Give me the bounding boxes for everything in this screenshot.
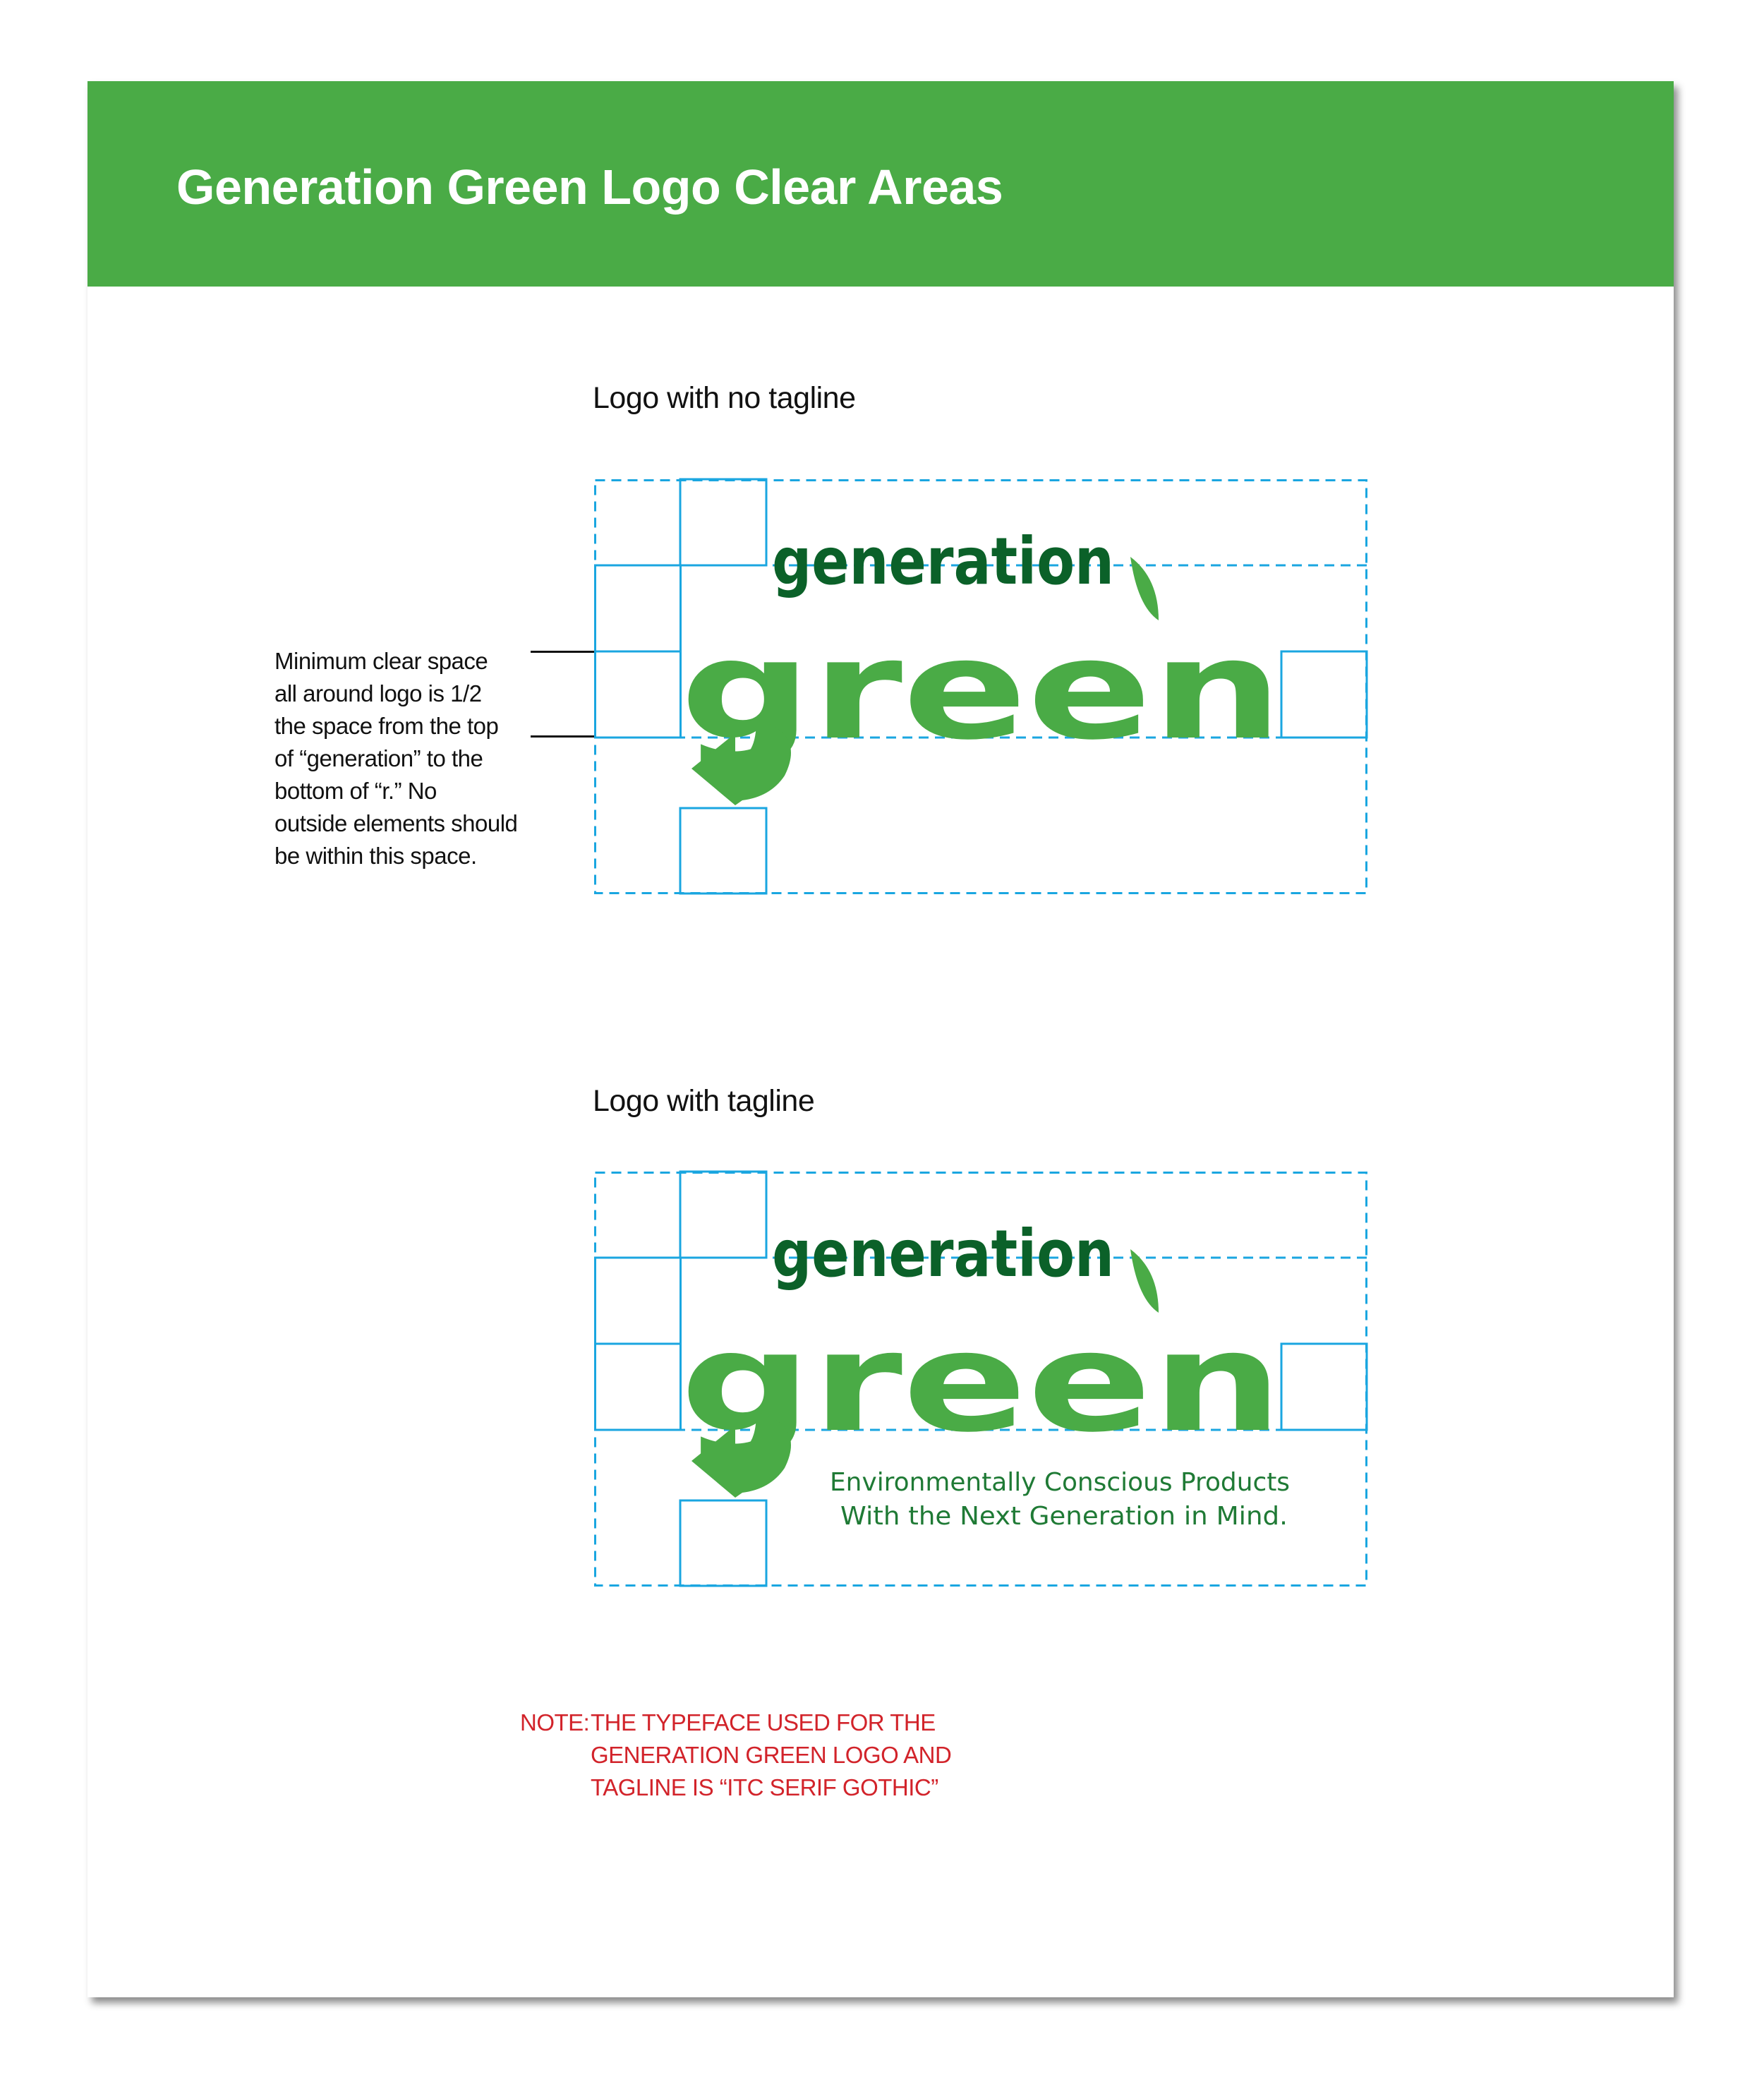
generation-green-logo	[680, 1216, 1290, 1531]
note-label: NOTE:	[520, 1709, 590, 1735]
logo-word-generation: generation	[772, 524, 1114, 599]
logo-clear-area-with-tagline	[594, 1172, 1367, 1587]
note-line: THE TYPEFACE USED FOR THE	[591, 1709, 936, 1735]
annotation-line: Minimum clear space	[274, 648, 488, 674]
annotation-line: outside elements should	[274, 810, 518, 836]
leader-line-top	[531, 651, 594, 653]
page-title: Generation Green Logo Clear Areas	[176, 160, 1003, 215]
logo-clear-area-no-tagline	[594, 479, 1367, 894]
leader-line-bottom	[531, 735, 594, 738]
generation-green-logo	[680, 524, 1283, 805]
annotation-line: the space from the top	[274, 713, 499, 739]
clear-space-annotation	[274, 645, 517, 872]
logo-word-green: green	[680, 610, 1283, 770]
tagline-line-1: Environmentally Conscious Products	[830, 1468, 1290, 1497]
note-line: TAGLINE IS “ITC SERIF GOTHIC”	[591, 1774, 938, 1800]
logo-word-generation: generation	[772, 1216, 1114, 1292]
typeface-note	[520, 1707, 951, 1804]
section-title-no-tagline: Logo with no tagline	[593, 381, 856, 415]
note-line: GENERATION GREEN LOGO AND	[591, 1742, 952, 1768]
section-title-with-tagline: Logo with tagline	[593, 1084, 815, 1118]
annotation-line: of “generation” to the	[274, 745, 483, 771]
logo-word-green: green	[680, 1302, 1283, 1462]
header-band	[87, 81, 1674, 287]
annotation-line: all around logo is 1/2	[274, 680, 482, 706]
annotation-line: bottom of “r.” No	[274, 778, 437, 804]
tagline-line-2: With the Next Generation in Mind.	[840, 1502, 1288, 1531]
annotation-line: be within this space.	[274, 843, 477, 869]
